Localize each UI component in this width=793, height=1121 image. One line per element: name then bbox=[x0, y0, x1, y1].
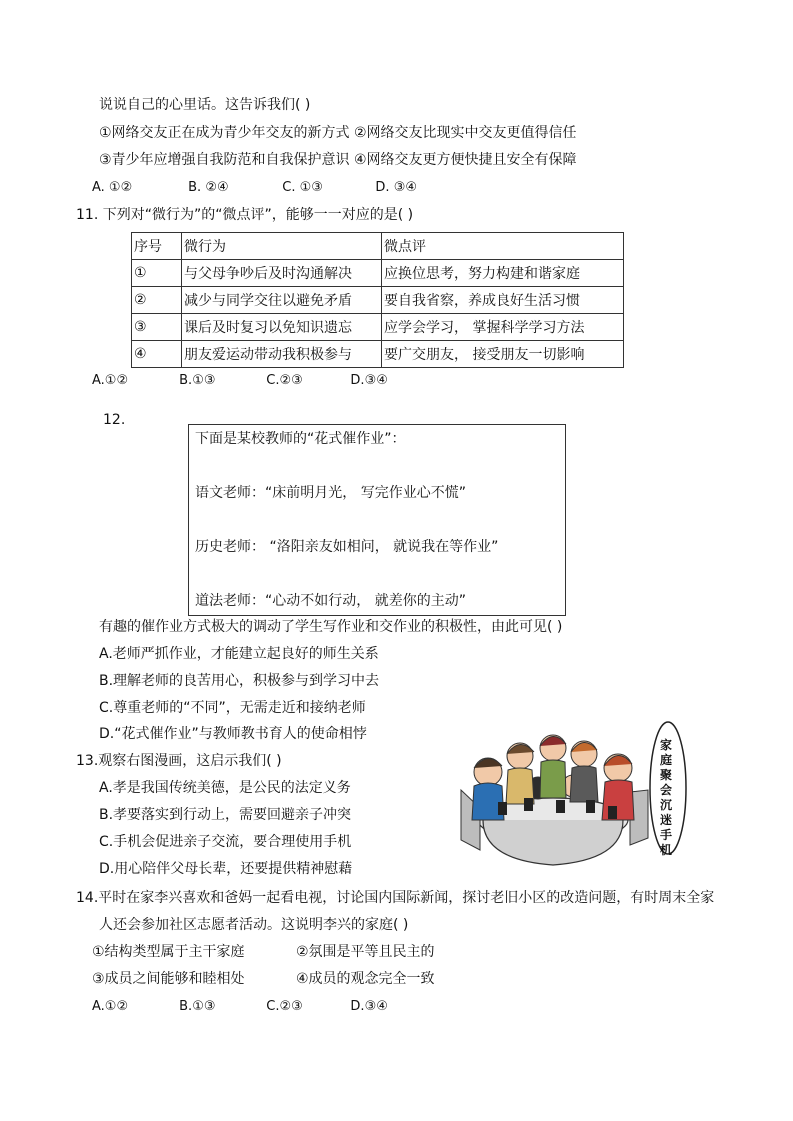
table-cell: ② bbox=[132, 287, 182, 314]
q14-item-1: ①结构类型属于主干家庭 bbox=[92, 944, 245, 960]
q11-table bbox=[131, 232, 624, 368]
q14-option-d[interactable]: D.③④ bbox=[350, 999, 388, 1014]
q10-stem: 说说自己的心里话。这告诉我们( ) bbox=[99, 97, 311, 113]
table-header-row bbox=[132, 233, 624, 260]
q10-options bbox=[92, 179, 417, 197]
table-cell: ① bbox=[132, 260, 182, 287]
q12-option-d[interactable]: D.“花式催作业”与教师教书育人的使命相悖 bbox=[99, 726, 367, 742]
q10-option-b[interactable]: B. ②④ bbox=[188, 180, 229, 195]
q12-box-title: 下面是某校教师的“花式催作业”： bbox=[195, 431, 406, 447]
table-row bbox=[132, 287, 624, 314]
table-cell: 课后及时复习以免知识遗忘 bbox=[182, 314, 382, 341]
table-cell: 应学会学习， 掌握科学学习方法 bbox=[382, 314, 624, 341]
q13-option-a[interactable]: A.孝是我国传统美德，是公民的法定义务 bbox=[99, 780, 351, 796]
table-cell: 减少与同学交往以避免矛盾 bbox=[182, 287, 382, 314]
table-cell: 与父母争吵后及时沟通解决 bbox=[182, 260, 382, 287]
q11-option-d[interactable]: D.③④ bbox=[350, 373, 388, 388]
q11-option-a[interactable]: A.①② bbox=[92, 373, 129, 388]
q14-options bbox=[92, 998, 388, 1016]
cartoon-caption: 家庭聚会沉迷手机 bbox=[660, 738, 673, 857]
table-row bbox=[132, 341, 624, 368]
q10-option-d[interactable]: D. ③④ bbox=[375, 180, 418, 195]
q14-option-c[interactable]: C.②③ bbox=[266, 999, 303, 1014]
q12-option-c[interactable]: C.尊重老师的“不同”，无需走近和接纳老师 bbox=[99, 700, 366, 716]
q12-box-line: 道法老师：“心动不如行动， 就差你的主动” bbox=[195, 593, 466, 609]
q11-option-c[interactable]: C.②③ bbox=[266, 373, 303, 388]
table-header-cell: 微点评 bbox=[382, 233, 624, 260]
q12-option-b[interactable]: B.理解老师的良苦用心，积极参与到学习中去 bbox=[99, 673, 380, 689]
q13-option-b[interactable]: B.孝要落实到行动上，需要回避亲子冲突 bbox=[99, 807, 352, 823]
table-row bbox=[132, 260, 624, 287]
table-cell: ③ bbox=[132, 314, 182, 341]
q10-option-c[interactable]: C. ①③ bbox=[282, 180, 323, 195]
q11-option-b[interactable]: B.①③ bbox=[179, 373, 216, 388]
q10-item-line-1: ①网络交友正在成为青少年交友的新方式 ②网络交友比现实中交友更值得信任 bbox=[99, 125, 577, 141]
q14-item-2: ②氛围是平等且民主的 bbox=[296, 944, 435, 960]
q10-item-line-2: ③青少年应增强自我防范和自我保护意识 ④网络交友更方便快捷且安全有保障 bbox=[99, 152, 577, 168]
q11-options bbox=[92, 372, 388, 390]
q12-quote-box bbox=[188, 424, 566, 616]
table-cell: ④ bbox=[132, 341, 182, 368]
q10-option-a[interactable]: A. ①② bbox=[92, 180, 133, 195]
table-cell: 要自我省察，养成良好生活习惯 bbox=[382, 287, 624, 314]
q12-number: 12. bbox=[103, 412, 126, 428]
q13-option-c[interactable]: C.手机会促进亲子交流，要合理使用手机 bbox=[99, 834, 352, 850]
table-cell: 应换位思考，努力构建和谐家庭 bbox=[382, 260, 624, 287]
q12-option-a[interactable]: A.老师严抓作业，才能建立起良好的师生关系 bbox=[99, 646, 379, 662]
q14-item-3: ③成员之间能够和睦相处 bbox=[92, 971, 245, 987]
family-phone-cartoon bbox=[458, 720, 688, 870]
table-cell: 朋友爱运动带动我积极参与 bbox=[182, 341, 382, 368]
q11-stem: 11. 下列对“微行为”的“微点评”，能够一一对应的是( ) bbox=[76, 207, 414, 223]
table-row bbox=[132, 314, 624, 341]
q14-item-4: ④成员的观念完全一致 bbox=[296, 971, 435, 987]
q14-option-b[interactable]: B.①③ bbox=[179, 999, 216, 1014]
table-header-cell: 序号 bbox=[132, 233, 182, 260]
q12-stem: 有趣的催作业方式极大的调动了学生写作业和交作业的积极性，由此可见( ) bbox=[99, 619, 563, 635]
q14-stem-line-1: 14.平时在家李兴喜欢和爸妈一起看电视，讨论国内国际新闻，探讨老旧小区的改造问题，有时周末全家 bbox=[76, 890, 715, 906]
q14-stem-line-2: 人还会参加社区志愿者活动。这说明李兴的家庭( ) bbox=[99, 917, 409, 933]
q14-option-a[interactable]: A.①② bbox=[92, 999, 129, 1014]
table-cell: 要广交朋友， 接受朋友一切影响 bbox=[382, 341, 624, 368]
q13-option-d[interactable]: D.用心陪伴父母长辈，还要提供精神慰藉 bbox=[99, 861, 353, 877]
table-header-cell: 微行为 bbox=[182, 233, 382, 260]
q12-box-line: 历史老师： “洛阳亲友如相问， 就说我在等作业” bbox=[195, 539, 499, 555]
q12-box-line: 语文老师：“床前明月光， 写完作业心不慌” bbox=[195, 485, 466, 501]
q13-stem: 13.观察右图漫画，这启示我们( ) bbox=[76, 753, 282, 769]
